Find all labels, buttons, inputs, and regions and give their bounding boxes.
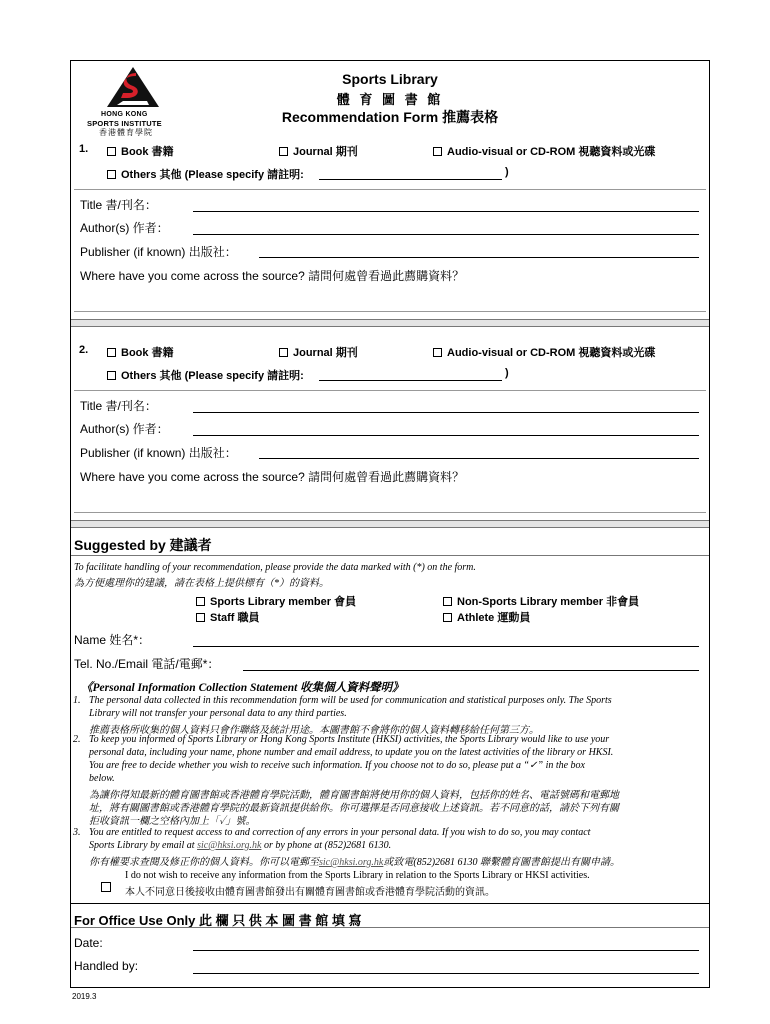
source-label: Where have you come across the source? 請問何處曾看過此薦購資料？	[80, 470, 465, 484]
checkbox[interactable]	[107, 147, 116, 156]
others-specify-field[interactable]	[319, 179, 502, 180]
checkbox[interactable]	[107, 348, 116, 357]
publisher-label: Publisher (if known) 出版社：	[80, 245, 237, 259]
checkbox[interactable]	[443, 597, 452, 606]
separator	[71, 520, 709, 528]
option-non-member[interactable]: Non-Sports Library member 非會員	[443, 593, 639, 609]
author-field[interactable]	[193, 234, 699, 235]
option-others[interactable]: Others 其他 (Please specify 請註明:	[107, 367, 304, 383]
publisher-label: Publisher (if known) 出版社：	[80, 446, 237, 460]
others-specify-field[interactable]	[319, 380, 502, 381]
tel-email-field[interactable]	[243, 670, 699, 671]
option-others[interactable]: Others 其他 (Please specify 請註明:	[107, 166, 304, 182]
option-sports-library-member[interactable]: Sports Library member 會員	[196, 593, 356, 609]
optout-checkbox[interactable]	[101, 878, 116, 896]
title-label: Title 書/刊名：	[80, 198, 157, 212]
publisher-field[interactable]	[259, 257, 699, 258]
date-label: Date:	[74, 936, 103, 950]
option-book[interactable]: Book 書籍	[107, 143, 174, 159]
publisher-field[interactable]	[259, 458, 699, 459]
logo-org-en-1: HONG KONG	[101, 111, 148, 118]
checkbox[interactable]	[279, 348, 288, 357]
option-journal[interactable]: Journal 期刊	[279, 344, 358, 360]
email-link-zh[interactable]: sic@hksi.org.hk	[319, 857, 384, 868]
library-title-en: Sports Library	[342, 71, 438, 87]
checkbox[interactable]	[107, 371, 116, 380]
others-close: )	[505, 166, 509, 178]
date-field[interactable]	[193, 950, 699, 951]
version-footer: 2019.3	[72, 992, 97, 1001]
option-audio-visual[interactable]: Audio-visual or CD-ROM 視聽資料或光碟	[433, 143, 655, 159]
option-staff[interactable]: Staff 職員	[196, 609, 260, 625]
option-book[interactable]: Book 書籍	[107, 344, 174, 360]
logo-org-zh: 香港體育學院	[99, 128, 153, 137]
office-heading: For Office Use Only 此 欄 只 供 本 圖 書 館 填 寫	[74, 913, 362, 928]
name-label: Name 姓名*：	[74, 633, 151, 647]
item-number: 1.	[79, 143, 89, 155]
handled-by-field[interactable]	[193, 973, 699, 974]
checkbox[interactable]	[279, 147, 288, 156]
option-audio-visual[interactable]: Audio-visual or CD-ROM 視聽資料或光碟	[433, 344, 655, 360]
others-close: )	[505, 367, 509, 379]
logo-org-en-2: SPORTS INSTITUTE	[87, 119, 162, 128]
title-field[interactable]	[193, 211, 699, 212]
author-field[interactable]	[193, 435, 699, 436]
library-title-zh: 體 育 圖 書 館	[336, 92, 444, 107]
checkbox[interactable]	[107, 170, 116, 179]
title-field[interactable]	[193, 412, 699, 413]
item-number: 2.	[79, 344, 89, 356]
checkbox[interactable]	[443, 613, 452, 622]
pics-heading: 《Personal Information Collection Statement 收集個人資料聲明》	[81, 682, 404, 694]
source-label: Where have you come across the source? 請問何處曾看過此薦購資料？	[80, 269, 465, 283]
checkbox[interactable]	[101, 882, 111, 892]
handled-by-label: Handled by:	[74, 959, 139, 973]
option-athlete[interactable]: Athlete 運動員	[443, 609, 530, 625]
option-journal[interactable]: Journal 期刊	[279, 143, 358, 159]
checkbox[interactable]	[196, 597, 205, 606]
optout-text-zh: 本人不同意日後接收由體育圖書館發出有關體育圖書館或香港體育學院活動的資訊。	[125, 887, 495, 898]
form-title: Recommendation Form 推薦表格	[281, 109, 499, 125]
author-label: Author(s) 作者：	[80, 221, 169, 235]
tel-email-label: Tel. No./Email 電話/電郵*：	[74, 657, 220, 671]
checkbox[interactable]	[433, 147, 442, 156]
separator	[71, 319, 709, 327]
optout-text-en: I do not wish to receive any information from the Sports Library in relation to the Sports Library or HKSI activities.	[125, 870, 590, 881]
email-link[interactable]: sic@hksi.org.hk	[197, 840, 262, 851]
suggested-note-zh: 為方便處理你的建議，請在表格上提供標有（*）的資料。	[74, 578, 329, 589]
name-field[interactable]	[193, 646, 699, 647]
checkbox[interactable]	[196, 613, 205, 622]
author-label: Author(s) 作者：	[80, 422, 169, 436]
title-label: Title 書/刊名：	[80, 399, 157, 413]
recommendation-form: HONG KONG SPORTS INSTITUTE 香港體育學院 Sports Library 體 育 圖 書 館 Recommendation Form 推薦表格 1. Book 書籍 Journal 期刊 Audio-visual or CD-ROM 視聽資料或光碟 Others 其他 (Please specify 請註明: ) Title 書/刊名： Author(s) 作者： Publisher (if known) 出版社： Where have you come across the source? 請問何處曾看過此薦購資料？ 2. Book 書籍 Journal 期刊 Audio-visual or CD-ROM 視聽資料或光碟 Others 其他 (Please specify 請註明: ) Title 書/刊名： Author(s) 作者： Publisher (if known) 出版社： Where have you come across the source? 請問何處曾看過此薦購資料？ Suggested by 建議者 To facilitate handling of your recommendation, please provide the data marked with (*) on the form. 為方便處理你的建議，請在表格上提供標有（*）的資料。 Sports Library member 會員 Non-Sports Library member 非會員 Staff 職員 Athlete 運動員 Name 姓名*： Tel. No./Email 電話/電郵*： 《Personal Information Collection Statement 收集個人資料聲明》 1. The personal data collected in this recommendation form will be used for communication and statistical purposes only. The Sports Library will not transfer your personal data to any third parties. 推薦表格所收集的個人資料只會作聯絡及統計用途。本圖書館不會將你的個人資料轉移給任何第三方。 2. To keep you informed of Sports Library or Hong Kong Sports Institute (HKSI) activities, the Sports Library would like to use your personal data, including your name, phone number and email address, to update you on the latest activities of the library or HKSI. You are free to decide whether you wish to receive such information. If you choose not to do so, please put a “✓” in the box below. 為讓你得知最新的體育圖書館或香港體育學院活動，體育圖書館將使用你的個人資料，包括你的姓名、電話號碼和電郵地 址，將有關圖書館或香港體育學院的最新資訊提供給你。你可選擇是否同意接收上述資訊。若不同意的話，請於下列有關 拒收資訊一欄之空格內加上「✓」號。 3. You are entitled to request access to and correction of any errors in your personal data. If you wish to do so, you may contact Sports Library by email at sic@hksi.org.hk or by phone at (852)2681 6130. 你有權要求查閱及修正你的個人資料。你可以電郵至sic@hksi.org.hk或致電(852)2681 6130 聯繫體育圖書館提出有關申請。 I do not wish to receive any information from the Sports Library in relation to the Sports Library or HKSI activities. 本人不同意日後接收由體育圖書館發出有關體育圖書館或香港體育學院活動的資訊。 For Office Use Only 此 欄 只 供 本 圖 書 館 填 寫 Date: Handled by:	[70, 60, 710, 988]
suggested-heading: Suggested by 建議者	[74, 537, 212, 553]
checkbox[interactable]	[433, 348, 442, 357]
suggested-note-en: To facilitate handling of your recommendation, please provide the data marked with (*) on the form.	[74, 562, 476, 573]
